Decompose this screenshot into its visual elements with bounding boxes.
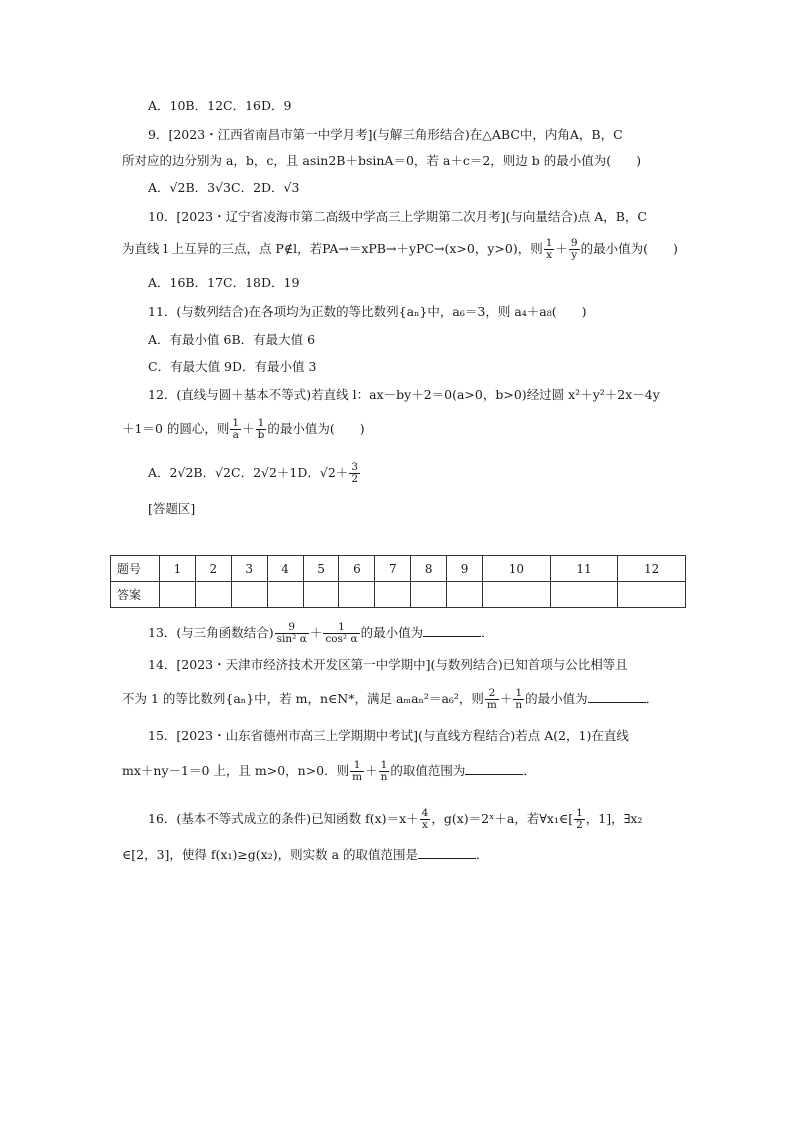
q10-line2-post: 的最小值为( )	[580, 241, 678, 256]
number-cell: 10	[483, 556, 551, 582]
q13-frac2	[323, 622, 359, 645]
answer-cell[interactable]	[550, 582, 618, 608]
q8-options: A．10B．12C．16D．9	[148, 98, 292, 113]
q10-frac1	[544, 238, 555, 261]
q15-frac2-num: 1	[380, 759, 388, 771]
q14-frac1	[485, 688, 499, 711]
q12-line1: 12．(直线与圆＋基本不等式)若直线 l：ax－by＋2＝0(a>0，b>0)经过圆 x²＋y²＋2x－4y	[148, 387, 660, 402]
q14-frac2	[513, 688, 524, 711]
q12-options-pre: A．2√2B．√2C．2√2＋1D．√2＋	[148, 465, 349, 480]
q12-frac2-den: b	[257, 429, 265, 441]
q14-frac2-num: 1	[515, 687, 523, 699]
answer-cell[interactable]	[375, 582, 411, 608]
q10-options: A．16B．17C．18D．19	[148, 275, 300, 290]
q15-frac1-den: m	[352, 771, 363, 783]
number-cell: 6	[339, 556, 375, 582]
q16-interval-frac-num: 1	[576, 807, 583, 819]
q12-option-frac-num: 3	[351, 461, 359, 473]
answer-cell[interactable]	[618, 582, 686, 608]
q14-line1: 14．[2023・天津市经济技术开发区第一中学期中](与数列结合)已知首项与公比相等且	[148, 657, 628, 672]
q9-line1: 9．[2023・江西省南昌市第一中学月考](与解三角形结合)在△ABC中，内角A，B，C	[148, 127, 623, 142]
q13-frac1-num: 9	[288, 621, 296, 633]
q11-options-cd: C．有最大值 9D．有最小值 3	[148, 359, 317, 374]
q13-frac1-den: sin² α	[276, 633, 307, 645]
q12-line2-pre: ＋1＝0 的圆心，则	[122, 421, 230, 436]
number-cell: 12	[618, 556, 686, 582]
q12-line2-post: 的最小值为( )	[267, 421, 365, 436]
answer-table-answer-row	[111, 582, 686, 608]
q15-frac1-num: 1	[353, 759, 361, 771]
q16-frac-num: 4	[421, 807, 429, 819]
q11-options-ab: A．有最小值 6B．有最大值 6	[148, 332, 316, 347]
q16-line1: 16．(基本不等式成立的条件)已知函数 f(x)＝x＋ $\frac{4}{x}$ ，g(x)＝2ˣ＋a，若∀x₁∈[ $\frac{1}{2}$ ，1]，∃x₂	[148, 807, 643, 831]
q13-post: 的最小值为	[360, 625, 424, 640]
q11-line1: 11．(与数列结合)在各项均为正数的等比数列{aₙ}中，a₆＝3，则 a₄＋a₈( )	[148, 304, 587, 319]
q16-interval-frac-den: 2	[576, 819, 583, 831]
q9-line2: 所对应的边分别为 a，b，c，且 asin2B＋bsinA＝0，若 a＋c＝2，则边 b 的最小值为( )	[122, 153, 641, 168]
answer-cell[interactable]	[339, 582, 375, 608]
q10-frac2-den: y	[569, 249, 580, 261]
q15-line2: mx＋ny－1＝0 上，且 m>0，n>0．则 $\frac{1}{m}$ ＋ $\frac{1}{n}$ 的取值范围为 ．	[122, 759, 536, 783]
q14-answer-blank[interactable]	[588, 690, 646, 703]
number-cell: 11	[550, 556, 618, 582]
number-cell: 4	[267, 556, 303, 582]
q16-line1-pre: 16．(基本不等式成立的条件)已知函数 f(x)＝x＋	[148, 811, 419, 826]
q12-frac1-num: 1	[232, 417, 240, 429]
q16-frac	[420, 808, 431, 831]
q15-frac2-den: n	[380, 771, 388, 783]
q12-frac2	[256, 418, 267, 441]
q14-frac2-den: n	[515, 699, 523, 711]
number-label-cell: 题号	[111, 556, 160, 582]
q10-frac2	[569, 238, 580, 261]
q14-line2-pre: 不为 1 的等比数列{aₙ}中，若 m，n∈N*，满足 aₘaₙ²＝a₆²，则	[122, 691, 484, 706]
number-cell: 8	[411, 556, 447, 582]
q13-frac1	[275, 622, 309, 645]
answer-label-cell: 答案	[111, 582, 160, 608]
answer-cell[interactable]	[483, 582, 551, 608]
q12-frac1	[230, 418, 241, 441]
q10-frac2-num: 9	[570, 237, 578, 249]
q10-frac1-den: x	[544, 249, 555, 261]
answer-cell[interactable]	[267, 582, 303, 608]
answer-cell[interactable]	[303, 582, 339, 608]
q13-line: 13．(与三角函数结合) $\frac{9}{\text{sin² α}}$ ＋ $\frac{1}{\text{cos² α}}$ 的最小值为 ．	[148, 621, 494, 645]
answer-cell[interactable]	[411, 582, 447, 608]
q12-options	[148, 462, 361, 485]
number-cell: 3	[231, 556, 267, 582]
q16-line1-post: ，1]，∃x₂	[585, 811, 643, 826]
answer-cell[interactable]	[447, 582, 483, 608]
answer-table	[110, 555, 686, 608]
q10-line1: 10．[2023・辽宁省凌海市第二高级中学高三上学期第二次月考](与向量结合)点 A，B，C	[148, 209, 647, 224]
number-cell: 2	[195, 556, 231, 582]
q14-line2: 不为 1 的等比数列{aₙ}中，若 m，n∈N*，满足 aₘaₙ²＝a₆²，则 $\frac{2}{m}$ ＋ $\frac{1}{n}$ 的最小值为 ．	[122, 687, 659, 711]
q16-line1-mid: ，g(x)＝2ˣ＋a，若∀x₁∈	[431, 811, 569, 826]
q14-line2-post: 的最小值为	[525, 691, 588, 706]
q15-frac1	[350, 760, 364, 783]
q15-answer-blank[interactable]	[465, 762, 523, 775]
q13-frac2-num: 1	[338, 621, 345, 633]
number-cell: 1	[160, 556, 196, 582]
q10-frac1-num: 1	[545, 237, 553, 249]
q13-answer-blank[interactable]	[423, 624, 481, 637]
q16-line2: ∈[2，3]，使得 f(x₁)≥g(x₂)，则实数 a 的取值范围是 ．	[122, 847, 489, 862]
q15-line2-post: 的取值范围为	[390, 763, 466, 778]
number-cell: 9	[447, 556, 483, 582]
q16-frac-den: x	[420, 819, 431, 831]
q15-line1: 15．[2023・山东省德州市高三上学期期中考试](与直线方程结合)若点 A(2，1)在直线	[148, 728, 629, 743]
answer-cell[interactable]	[160, 582, 196, 608]
q10-line2-pre: 为直线 l 上互异的三点，点 P∉l，若PA→＝xPB→＋yPC→(x>0，y>0)，则	[122, 241, 543, 256]
q9-options: A．√2B．3√3C．2D．√3	[148, 180, 300, 195]
q12-frac1-den: a	[230, 429, 241, 441]
q14-frac1-num: 2	[488, 687, 496, 699]
answer-cell[interactable]	[195, 582, 231, 608]
q14-frac1-den: m	[486, 699, 497, 711]
q12-line2: ＋1＝0 的圆心，则 $\frac{1}{a}$ ＋ $\frac{1}{b}$ 的最小值为( )	[122, 417, 365, 441]
q16-interval-frac	[574, 808, 585, 831]
q10-line2: 为直线 l 上互异的三点，点 P∉l，若PA→＝xPB→＋yPC→(x>0，y>0)，则 $\frac{1}{x}$ ＋ $\frac{9}{y}$ 的最小值为( )	[122, 237, 678, 261]
answer-cell[interactable]	[231, 582, 267, 608]
q12-frac2-num: 1	[257, 417, 265, 429]
q12-option-frac	[349, 462, 360, 485]
q16-line2-text: ∈[2，3]，使得 f(x₁)≥g(x₂)，则实数 a 的取值范围是	[122, 847, 419, 862]
q12-option-frac-den: 2	[351, 473, 359, 485]
number-cell: 7	[375, 556, 411, 582]
q15-frac2	[379, 760, 390, 783]
q13-pre: 13．(与三角函数结合)	[148, 625, 274, 640]
number-cell: 5	[303, 556, 339, 582]
q15-line2-pre: mx＋ny－1＝0 上，且 m>0，n>0．则	[122, 763, 350, 778]
q13-frac2-den: cos² α	[325, 633, 358, 645]
answer-area-label: [答题区]	[148, 501, 196, 516]
answer-table-number-row	[111, 556, 686, 582]
q16-answer-blank[interactable]	[418, 846, 476, 859]
